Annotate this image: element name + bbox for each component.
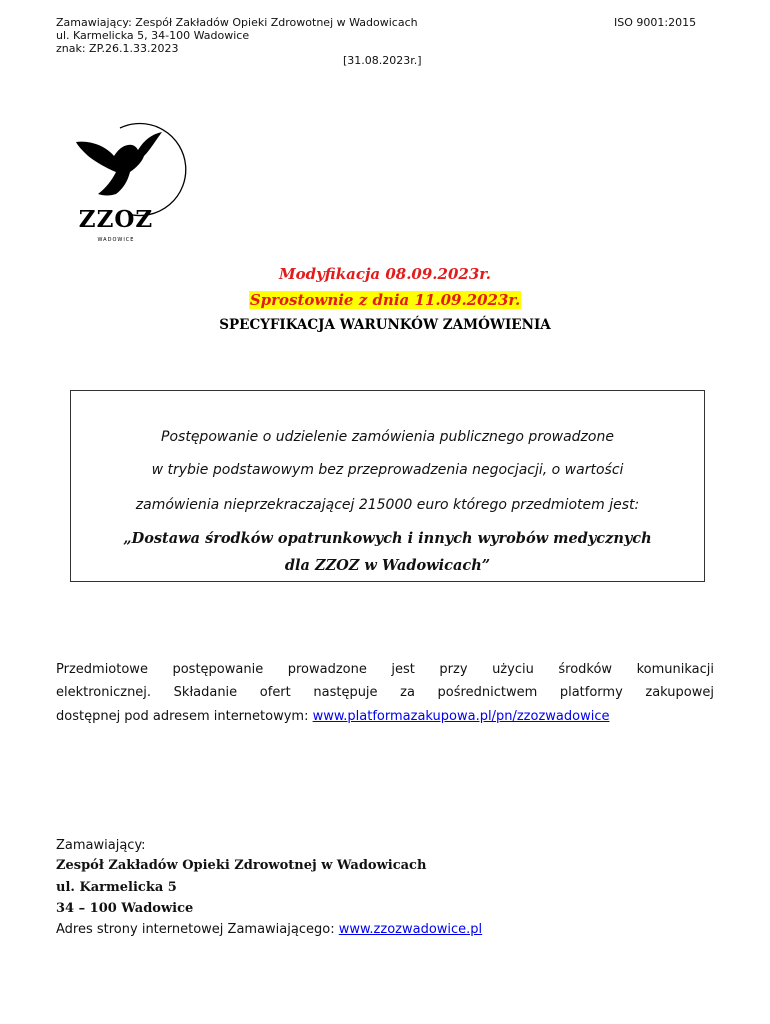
logo-text: ZZOZ — [78, 206, 154, 233]
correction-note-wrap — [0, 290, 770, 309]
procedure-line-1: Postępowanie o udzielenie zamówienia publicznego prowadzone — [161, 429, 614, 445]
paragraph-line-3 — [56, 709, 714, 725]
header-reference: znak: ZP.26.1.33.2023 — [56, 42, 179, 55]
correction-note: Sprostownie z dnia 11.09.2023r. — [249, 291, 521, 309]
contact-street: ul. Karmelicka 5 — [56, 880, 177, 895]
procedure-line-3: zamówienia nieprzekraczającej 215000 euro którego przedmiotem jest: — [135, 497, 640, 513]
website-link[interactable]: www.zzozwadowice.pl — [338, 922, 483, 937]
procedure-subject-line-1: „Dostawa środków opatrunkowych i innych wyrobów medycznych — [123, 530, 652, 547]
contact-website-label: Adres strony internetowej Zamawiającego: — [56, 922, 339, 937]
procedure-subject-line-2: dla ZZOZ w Wadowicach” — [284, 557, 491, 574]
procedure-line-2: w trybie podstawowym bez przeprowadzenia negocjacji, o wartości — [151, 462, 624, 478]
contact-website-line — [56, 922, 482, 938]
paragraph-line-2: elektronicznej. Składanie ofert następuje za pośrednictwem platformy zakupowej — [56, 685, 714, 700]
paragraph-line-3-text: dostępnej pod adresem internetowym: — [56, 709, 313, 724]
header-address: ul. Karmelicka 5, 34-100 Wadowice — [56, 29, 250, 42]
platform-link[interactable]: www.platformazakupowa.pl/pn/zzozwadowice — [312, 709, 610, 724]
document-title: SPECYFIKACJA WARUNKÓW ZAMÓWIENIA — [219, 317, 551, 333]
logo-subtext: WADOWICE — [97, 237, 135, 243]
header-ordering-party: Zamawiający: Zespół Zakładów Opieki Zdrowotnej w Wadowicach — [56, 16, 418, 29]
header-iso: ISO 9001:2015 — [614, 16, 697, 29]
contact-label: Zamawiający: — [56, 838, 146, 853]
contact-name: Zespół Zakładów Opieki Zdrowotnej w Wadowicach — [56, 858, 427, 873]
modification-note: Modyfikacja 08.09.2023r. — [278, 265, 492, 283]
header-date: [31.08.2023r.] — [343, 54, 422, 67]
procedure-box — [70, 390, 705, 582]
paragraph-line-1: Przedmiotowe postępowanie prowadzone jest przy użyciu środków komunikacji — [56, 662, 714, 677]
contact-city: 34 – 100 Wadowice — [56, 901, 194, 916]
zzoz-logo — [70, 110, 190, 250]
